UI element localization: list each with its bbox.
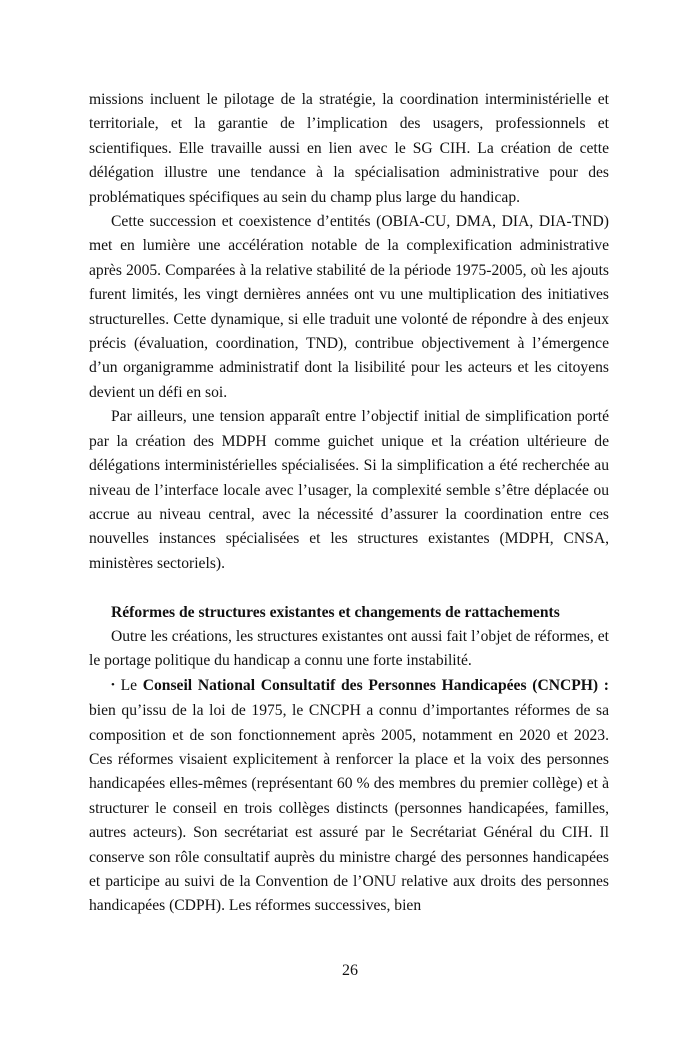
bullet-prefix: Le: [114, 676, 143, 694]
document-body: [89, 88, 609, 919]
paragraph-continued: missions incluent le pilotage de la stratégie, la coordination interministérielle et territoriale, et la garantie de l’implication des usagers, professionnels et scientifiques. Elle travaille aussi en lien avec le SG CIH. La création de cette délégation illustre une tendance à la spécialisation administrative pour des problématiques spécifiques au sein du champ plus large du handicap.: [89, 91, 609, 206]
section-heading: Réformes de structures existantes et changements de rattachements: [111, 603, 560, 621]
bullet-icon: •: [111, 678, 115, 691]
paragraph-tension: Par ailleurs, une tension apparaît entre l’objectif initial de simplification porté par la création des MDPH comme guichet unique et la création ultérieure de délégations interministérielles spécialisées. Si la simplification a été recherchée au niveau de l’interface locale avec l’usager, la complexité semble s’être déplacée ou accrue au niveau central, avec la nécessité d’assurer la coordination entre ces nouvelles instances spécialisées et les structures existantes (MDPH, CNSA, ministères sectoriels).: [89, 408, 609, 572]
bullet-bold-term: Conseil National Consultatif des Personnes Handicapées (CNCPH) :: [142, 676, 609, 694]
paragraph-reforms-intro: Outre les créations, les structures existantes ont aussi fait l’objet de réformes, et le portage politique du handicap a connu une forte instabilité.: [89, 627, 609, 670]
paragraph-entities: Cette succession et coexistence d’entités (OBIA-CU, DMA, DIA, DIA-TND) met en lumière une accélération notable de la complexification administrative après 2005. Comparées à la relative stabilité de la période 1975-2005, où les ajouts furent limités, les vingt dernières années ont vu une multiplication des initiatives structurelles. Cette dynamique, si elle traduit une volonté de répondre à des enjeux précis (évaluation, coordination, TND), contribue objectivement à l’émergence d’un organigramme administratif dont la lisibilité pour les acteurs et les citoyens devient un défi en soi.: [89, 213, 609, 401]
bullet-cncph: [89, 674, 609, 919]
page-number: 26: [342, 962, 358, 979]
bullet-text: bien qu’issu de la loi de 1975, le CNCPH a connu d’importantes réformes de sa composition et de son fonctionnement après 2005, notamment en 2020 et 2023. Ces réformes visaient explicitement à renforcer la place et la voix des personnes handicapées elles-mêmes (représentant 60 % des membres du premier collège) et à structurer le conseil en trois collèges distincts (personnes handicapées, familles, autres acteurs). Son secrétariat est assuré par le Secrétariat Général du CIH. Il conserve son rôle consultatif auprès du ministre chargé des personnes handicapées et participe au suivi de la Convention de l’ONU relative aux droits des personnes handicapées (CDPH). Les réformes successives, bien: [89, 702, 609, 915]
